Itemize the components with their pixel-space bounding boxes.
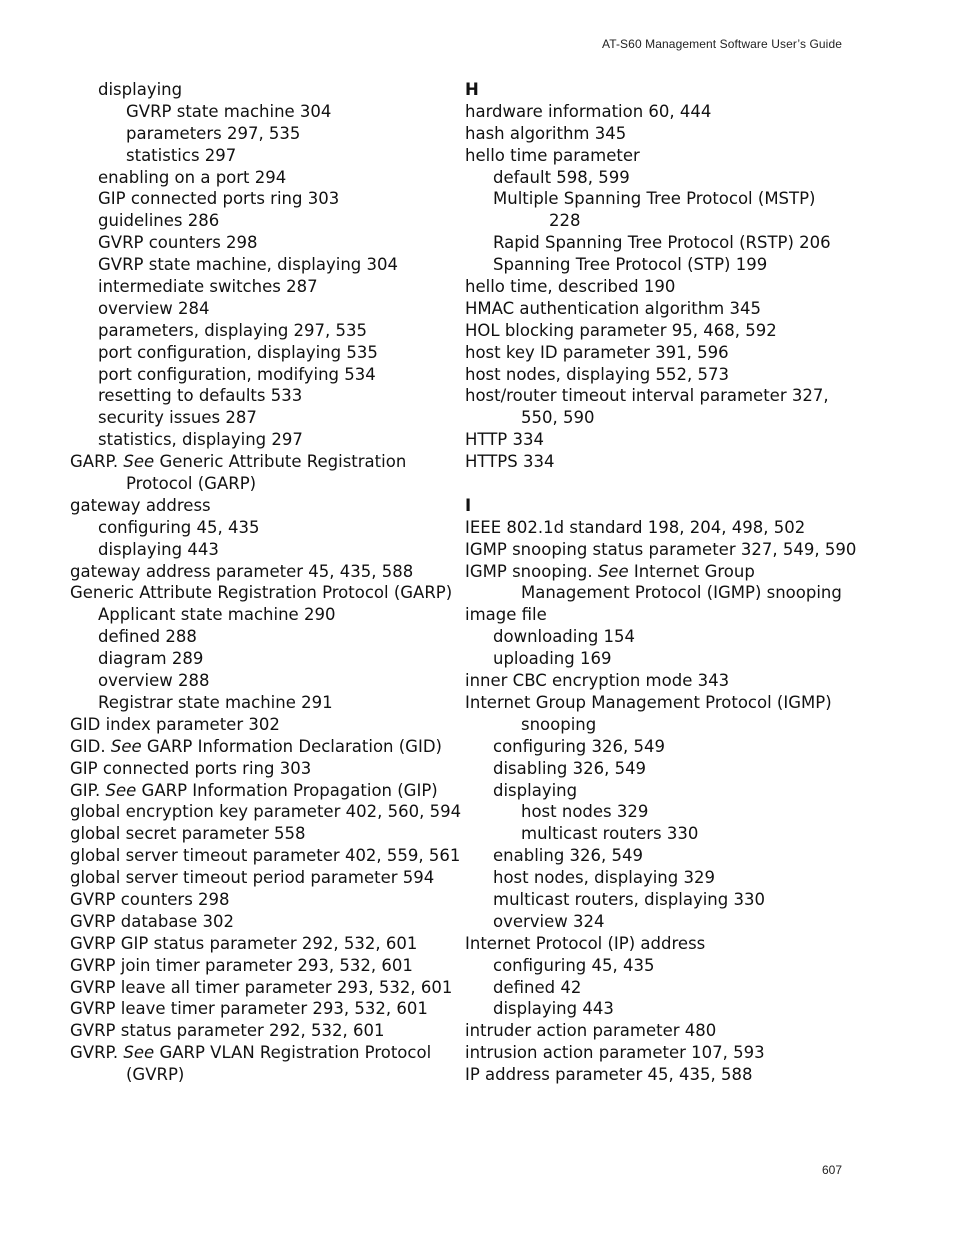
index-entry: inner CBC encryption mode 343: [465, 671, 730, 691]
index-entry: displaying: [493, 780, 578, 800]
index-entry: IP address parameter 45, 435, 588: [465, 1065, 753, 1085]
index-column-left: [70, 79, 462, 1086]
index-entry: IGMP snooping status parameter 327, 549, 590: [465, 539, 857, 559]
index-entry: security issues 287: [98, 408, 257, 428]
index-entry: defined 288: [98, 627, 197, 647]
index-entry: global server timeout period parameter 594: [70, 868, 435, 888]
index-entry: image file: [465, 605, 547, 625]
see-reference: See: [597, 561, 629, 581]
index-entry: intrusion action parameter 107, 593: [465, 1043, 765, 1063]
index-entry: multicast routers 330: [521, 824, 699, 844]
index-entry: statistics 297: [126, 145, 237, 165]
index-entry: parameters 297, 535: [126, 123, 301, 143]
index-entry: host nodes, displaying 329: [493, 868, 715, 888]
index-entry: Rapid Spanning Tree Protocol (RSTP) 206: [493, 233, 831, 253]
index-entry: gateway address: [70, 495, 211, 515]
see-reference: See: [105, 780, 137, 800]
entry-prefix: GARP.: [70, 452, 124, 472]
index-entry: HTTPS 334: [465, 452, 555, 472]
index-entry: GVRP state machine, displaying 304: [98, 255, 399, 275]
index-entry: HOL blocking parameter 95, 468, 592: [465, 320, 777, 340]
index-entry: GVRP state machine 304: [126, 101, 332, 121]
index-entry: hello time, described 190: [465, 277, 676, 297]
see-reference: See: [110, 736, 142, 756]
index-entry: GVRP counters 298: [70, 889, 230, 909]
index-entry: global encryption key parameter 402, 560, 594: [70, 802, 462, 822]
index-column-right: [465, 79, 865, 1086]
index-entry: uploading 169: [493, 649, 612, 669]
index-entry: IEEE 802.1d standard 198, 204, 498, 502: [465, 517, 806, 537]
index-entry: snooping: [521, 714, 597, 734]
index-entry: defined 42: [493, 977, 582, 997]
index-entry: enabling on a port 294: [98, 167, 287, 187]
index-entry: [70, 1042, 450, 1064]
index-entry: overview 288: [98, 671, 210, 691]
index-entry: default 598, 599: [493, 167, 630, 187]
index-entry: 550, 590: [521, 408, 595, 428]
index-entry: host/router timeout interval parameter 327,: [465, 386, 829, 406]
index-entry: [70, 451, 450, 473]
index-entry: GVRP join timer parameter 293, 532, 601: [70, 955, 413, 975]
index-entry: GVRP status parameter 292, 532, 601: [70, 1021, 385, 1041]
entry-prefix: GIP.: [70, 780, 106, 800]
index-entry: configuring 45, 435: [98, 517, 260, 537]
index-entry: hash algorithm 345: [465, 123, 627, 143]
running-header: AT-S60 Management Software User’s Guide: [601, 37, 842, 51]
index-entry: displaying: [98, 80, 183, 99]
index-entry: HTTP 334: [465, 430, 544, 450]
page-number: 607: [821, 1163, 842, 1177]
index-entry: port configuration, displaying 535: [98, 342, 378, 362]
index-entry: parameters, displaying 297, 535: [98, 320, 368, 340]
index-entry: hello time parameter: [465, 145, 640, 165]
index-entry: GVRP leave all timer parameter 293, 532, 601: [70, 977, 453, 997]
index-entry: resetting to defaults 533: [98, 386, 303, 406]
index-entry: host nodes 329: [521, 802, 649, 822]
index-entry: Management Protocol (IGMP) snooping: [521, 583, 842, 603]
index-entry: GIP connected ports ring 303: [70, 758, 312, 778]
index-entry: statistics, displaying 297: [98, 430, 303, 450]
index-entry: GVRP GIP status parameter 292, 532, 601: [70, 933, 418, 953]
index-entry: Generic Attribute Registration Protocol (GARP): [70, 583, 453, 603]
index-entry: configuring 326, 549: [493, 736, 665, 756]
see-reference: See: [123, 1043, 155, 1063]
index-entry: global secret parameter 558: [70, 824, 306, 844]
index-entry: host nodes, displaying 552, 573: [465, 364, 729, 384]
entry-text: Generic Attribute Registration: [154, 452, 407, 472]
index-entry: Internet Group Management Protocol (IGMP): [465, 692, 832, 712]
index-entry: GIP connected ports ring 303: [98, 189, 340, 209]
index-entry: port configuration, modifying 534: [98, 364, 376, 384]
index-entry: Applicant state machine 290: [98, 605, 336, 625]
index-entry: overview 284: [98, 298, 210, 318]
entry-text: GARP VLAN Registration Protocol: [154, 1043, 432, 1063]
index-entry: Internet Protocol (IP) address: [465, 933, 706, 953]
index-entry: [70, 780, 450, 802]
index-entry: GVRP database 302: [70, 911, 234, 931]
entry-text: GARP Information Propagation (GIP): [136, 780, 438, 800]
index-entry: overview 324: [493, 911, 605, 931]
index-entry: GVRP counters 298: [98, 233, 258, 253]
section-heading: H: [465, 80, 479, 99]
index-entry: gateway address parameter 45, 435, 588: [70, 561, 414, 581]
index-entry: [70, 736, 450, 758]
index-entry: global server timeout parameter 402, 559, 561: [70, 846, 461, 866]
index-entry: intruder action parameter 480: [465, 1021, 717, 1041]
entry-text: Internet Group: [628, 561, 755, 581]
index-entry: intermediate switches 287: [98, 277, 318, 297]
index-entry: HMAC authentication algorithm 345: [465, 298, 761, 318]
index-entry: hardware information 60, 444: [465, 101, 712, 121]
index-entry: (GVRP): [126, 1065, 185, 1085]
entry-text: GARP Information Declaration (GID): [141, 736, 442, 756]
index-entry: Protocol (GARP): [126, 474, 257, 494]
index-entry: downloading 154: [493, 627, 636, 647]
index-entry: configuring 45, 435: [493, 955, 655, 975]
index-entry: diagram 289: [98, 649, 204, 669]
index-entry: GVRP leave timer parameter 293, 532, 601: [70, 999, 428, 1019]
index-entry: enabling 326, 549: [493, 846, 644, 866]
index-entry: disabling 326, 549: [493, 758, 647, 778]
index-entry: multicast routers, displaying 330: [493, 889, 765, 909]
index-entry: displaying 443: [98, 539, 219, 559]
entry-prefix: GVRP.: [70, 1043, 124, 1063]
entry-prefix: IGMP snooping.: [465, 561, 598, 581]
index-entry: 228: [549, 211, 581, 231]
index-entry: Spanning Tree Protocol (STP) 199: [493, 255, 768, 275]
see-reference: See: [123, 452, 155, 472]
index-entry: displaying 443: [493, 999, 614, 1019]
index-entry: [465, 561, 865, 583]
blank-line: [465, 473, 865, 495]
entry-prefix: GID.: [70, 736, 111, 756]
index-entry: GID index parameter 302: [70, 714, 280, 734]
index-entry: Registrar state machine 291: [98, 692, 333, 712]
index-entry: guidelines 286: [98, 211, 220, 231]
index-entry: host key ID parameter 391, 596: [465, 342, 729, 362]
index-entry: Multiple Spanning Tree Protocol (MSTP): [493, 189, 816, 209]
section-heading: I: [465, 495, 472, 515]
